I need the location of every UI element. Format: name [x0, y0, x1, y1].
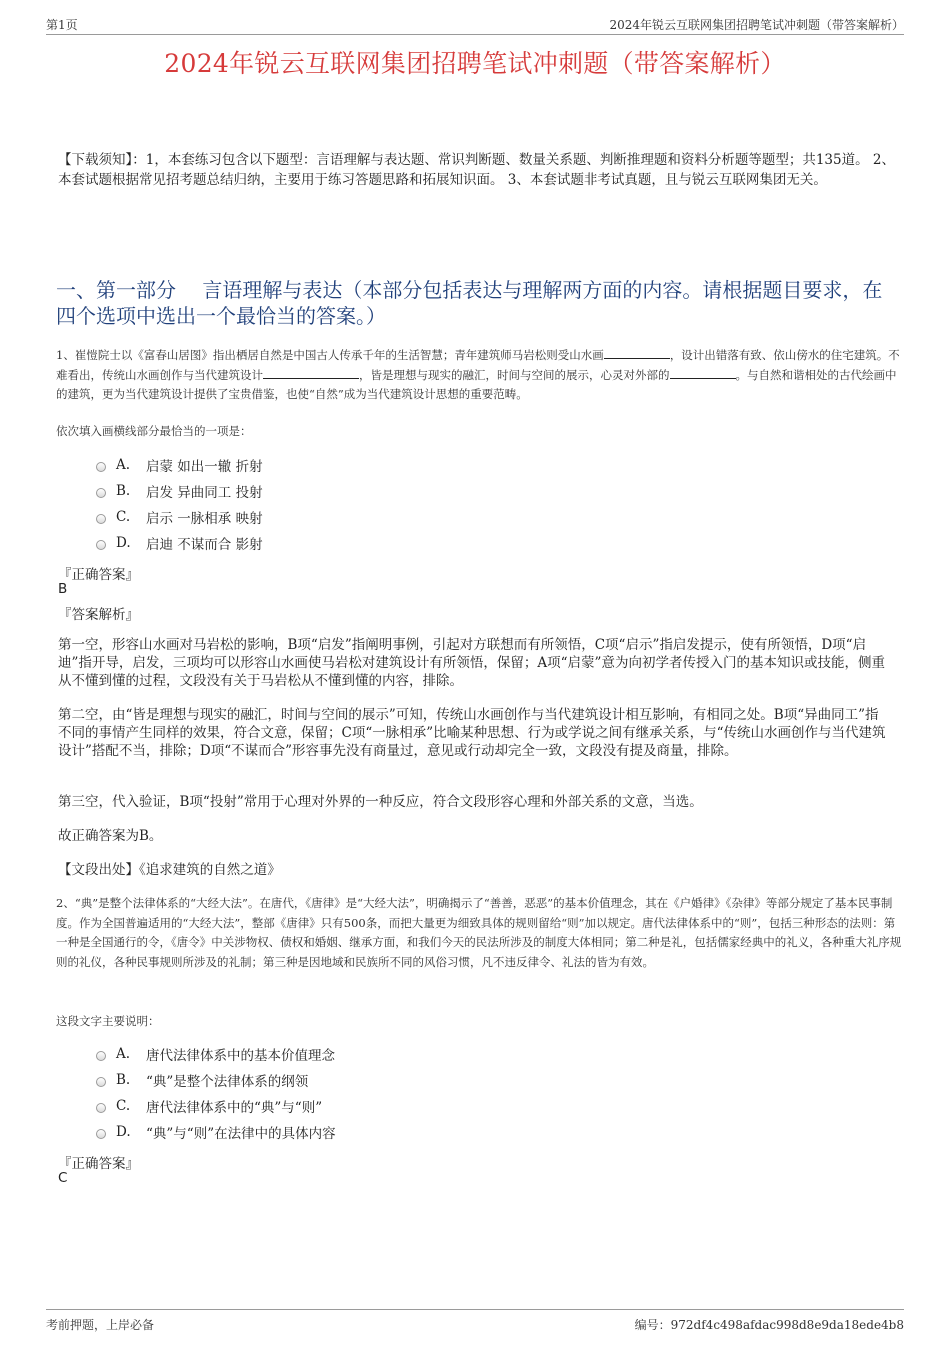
radio-icon[interactable]: [96, 514, 106, 524]
q1-stem-part-b: ，设计出错落有致、依山傍水的住宅建筑。不难看出，传统山水画创作与当代建筑设计: [56, 348, 900, 382]
option-text: “典”是整个法律体系的纲领: [146, 1074, 309, 1090]
download-notice: 【下载须知】：1，本套练习包含以下题型：言语理解与表达题、常识判断题、数量关系题、判断推理题和资料分析题等题型；共135道。 2、本套试题根据常见招考题总结归纳，主要用于练习答题思路和拓展知识面。 3、本套试题非考试真题，且与锐云互联网集团无关。: [58, 152, 895, 188]
q1-analysis-paragraph-2: 第二空，由“皆是理想与现实的融汇，时间与空间的展示”可知，传统山水画创作与当代建筑设计相互影响，有相同之处。B项“异曲同工”指不同的事情产生同样的效果，符合文意，保留；C项“一脉相承”比喻某种思想、行为或学说之间有继承关系，与“传统山水画创作与当代建筑设计”搭配不当，排除；D项“不谋而合”形容事先没有商量过，意见或行动却完全一致，文段没有提及商量，排除。: [58, 707, 886, 759]
footer-slogan: 考前押题，上岸必备: [46, 1318, 155, 1332]
option-letter: D.: [116, 535, 131, 551]
radio-icon[interactable]: [96, 1103, 106, 1113]
option-text: 唐代法律体系中的“典”与“则”: [146, 1100, 323, 1116]
q2-option-a[interactable]: [96, 1044, 335, 1064]
q2-answer: C: [58, 1170, 68, 1186]
header-doc-title: 2024年锐云互联网集团招聘笔试冲刺题（带答案解析）: [609, 18, 904, 32]
q1-source: 【文段出处】《追求建筑的自然之道》: [58, 862, 281, 878]
option-text: 启示 一脉相承 映射: [146, 511, 263, 527]
option-letter: C.: [116, 509, 131, 525]
q1-analysis-label: 『答案解析』: [58, 607, 139, 623]
option-text: 启蒙 如出一辙 折射: [146, 459, 263, 475]
radio-icon[interactable]: [96, 1077, 106, 1087]
q2-option-c[interactable]: [96, 1096, 322, 1116]
option-letter: A.: [116, 457, 131, 473]
option-text: “典”与“则”在法律中的具体内容: [146, 1126, 336, 1142]
radio-icon[interactable]: [96, 1129, 106, 1139]
q1-stem-part-a: 1、崔愷院士以《富春山居图》指出栖居自然是中国古人传承千年的生活智慧；青年建筑师马岩松则受山水画: [56, 348, 604, 362]
radio-icon[interactable]: [96, 488, 106, 498]
radio-icon[interactable]: [96, 462, 106, 472]
q1-stem-part-d: 。与自然和谐相处的古代绘画中的建筑，更为当代建筑设计提供了宝贵借鉴，也使“自然”成为当代建筑设计思想的重要范畴。: [56, 367, 897, 401]
section-heading: 一、第一部分 言语理解与表达（本部分包括表达与理解两方面的内容。请根据题目要求，在四个选项中选出一个最恰当的答案。）: [56, 278, 883, 328]
question-1-prompt: 依次填入画横线部分最恰当的一项是：: [56, 424, 252, 438]
option-text: 启迪 不谋而合 影射: [146, 537, 263, 553]
q1-stem-part-c: ，皆是理想与现实的融汇，时间与空间的展示，心灵对外部的: [359, 367, 670, 382]
q1-conclusion: 故正确答案为B。: [58, 828, 163, 844]
q1-option-a[interactable]: [96, 455, 263, 475]
page-footer: [46, 1309, 904, 1331]
q2-option-d[interactable]: [96, 1122, 336, 1142]
question-2-prompt: 这段文字主要说明：: [56, 1014, 160, 1028]
q1-analysis-paragraph-3: 第三空，代入验证，B项“投射”常用于心理对外界的一种反应，符合文段形容心理和外部关系的文意，当选。: [58, 794, 703, 810]
option-text: 唐代法律体系中的基本价值理念: [146, 1048, 335, 1064]
option-letter: B.: [116, 483, 131, 499]
q1-option-b[interactable]: [96, 481, 263, 501]
q2-answer-label: 『正确答案』: [58, 1156, 139, 1172]
q1-answer-label: 『正确答案』: [58, 567, 139, 583]
q1-answer: B: [58, 581, 68, 597]
page-number: 第1页: [46, 18, 78, 32]
radio-icon[interactable]: [96, 1051, 106, 1061]
question-2-stem: 2、“典”是整个法律体系的“大经大法”。在唐代，《唐律》是“大经大法”，明确揭示了“善善，恶恶”的基本价值理念，其在《户婚律》《杂律》等部分规定了基本民事制度。作为全国普遍适用的“大经大法”，整部《唐律》只有500条，而把大量更为细致具体的规则留给“则”加以规定。唐代法律体系中的“则”，包括三种形态的法则：第一种是全国通行的令，《唐令》中关涉物权、债权和婚姻、继承方面，和我们今天的民法所涉及的制度大体相同；第二种是礼，包括儒家经典中的礼义，各种重大礼序规则的礼仪，各种民事规则所涉及的礼制；第三种是因地域和民族所不同的风俗习惯，凡不违反律令、礼法的皆为有效。: [56, 896, 902, 969]
blank-1: [604, 347, 670, 359]
radio-icon[interactable]: [96, 540, 106, 550]
blank-3: [670, 367, 736, 379]
option-letter: C.: [116, 1098, 131, 1114]
blank-2: [263, 367, 359, 379]
footer-serial: 编号：972df4c498afdac998d8e9da18ede4b8: [634, 1318, 904, 1332]
option-text: 启发 异曲同工 投射: [146, 485, 263, 501]
page-title: 2024年锐云互联网集团招聘笔试冲刺题（带答案解析）: [164, 49, 786, 78]
option-letter: A.: [116, 1046, 131, 1062]
q1-analysis-paragraph-1: 第一空，形容山水画对马岩松的影响，B项“启发”指阐明事例，引起对方联想而有所领悟，C项“启示”指启发提示，使有所领悟，D项“启迪”指开导，启发，三项均可以形容山水画使马岩松对建筑设计有所领悟，保留；A项“启蒙”意为向初学者传授入门的基本知识或技能，侧重从不懂到懂的过程，文段没有关于马岩松从不懂到懂的内容，排除。: [58, 637, 885, 689]
option-letter: D.: [116, 1124, 131, 1140]
option-letter: B.: [116, 1072, 131, 1088]
q2-option-b[interactable]: [96, 1070, 308, 1090]
q1-option-c[interactable]: [96, 507, 263, 527]
q1-option-d[interactable]: [96, 533, 263, 553]
question-1-stem: [56, 346, 904, 405]
page-header: [46, 13, 904, 35]
